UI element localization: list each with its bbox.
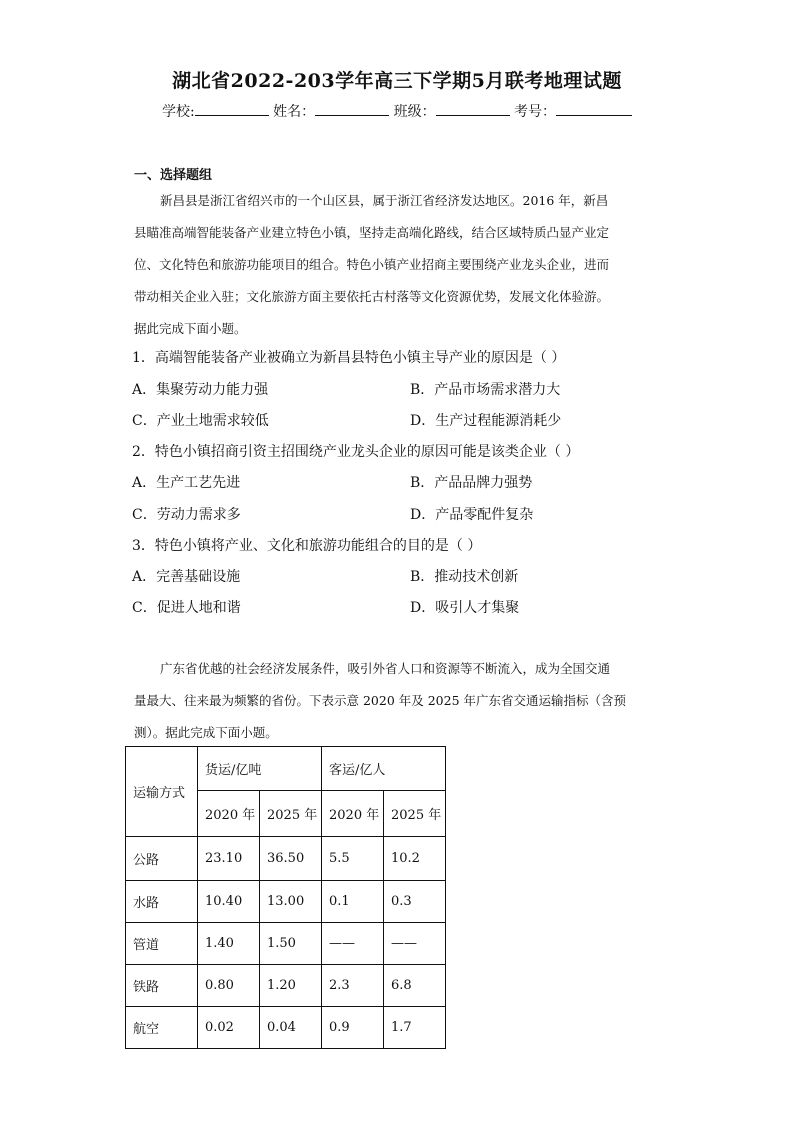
question-3-option-b: B．推动技术创新 [410,569,519,585]
question-2-option-d: D．产品零配件复杂 [410,507,534,523]
table-cell: 13.00 [260,881,322,923]
question-1-option-c: C．产业土地需求较低 [132,413,269,429]
question-3-stem: 3．特色小镇将产业、文化和旅游功能组合的目的是（ ） [132,538,482,554]
table-cell: 1.50 [260,923,322,965]
exam-number-label: 考号： [514,104,557,120]
section-title: 一、选择题组 [134,168,213,183]
table-cell: 10.2 [384,837,446,881]
table-cell: 1.7 [384,1007,446,1049]
passenger-group-header: 客运/亿人 [322,747,446,791]
table-cell: 0.1 [322,881,384,923]
row-label: 公路 [126,837,198,881]
question-2-option-a: A．生产工艺先进 [132,475,241,491]
question-1-option-d: D．生产过程能源消耗少 [410,413,562,429]
question-2-option-b: B．产品品牌力强势 [410,475,533,491]
table-corner-header: 运输方式 [126,747,198,837]
school-label: 学校: [161,104,195,120]
table-cell: 2.3 [322,965,384,1007]
passage-line: 据此完成下面小题。 [134,321,247,336]
question-3-option-d: D．吸引人才集聚 [410,600,520,616]
question-1-option-b: B．产品市场需求潜力大 [410,382,561,398]
table-cell: 1.20 [260,965,322,1007]
name-blank [315,102,389,116]
year-header: 2025 年 [260,791,322,837]
passage-line: 测）。据此完成下面小题。 [134,725,278,740]
row-label: 航空 [126,1007,198,1049]
table-row [126,837,446,881]
row-label: 管道 [126,923,198,965]
passage-line: 位、文化特色和旅游功能项目的组合。特色小镇产业招商主要围绕产业龙头企业，进而 [134,257,610,272]
class-label: 班级： [393,104,436,120]
table-row [126,923,446,965]
table-cell: 6.8 [384,965,446,1007]
table-cell: —— [384,923,446,965]
table-cell: 5.5 [322,837,384,881]
table-cell: 36.50 [260,837,322,881]
table-cell: 1.40 [198,923,260,965]
table-cell: 0.80 [198,965,260,1007]
table-row [126,965,446,1007]
table-cell: 0.04 [260,1007,322,1049]
year-header: 2020 年 [198,791,260,837]
table-cell: —— [322,923,384,965]
class-blank [436,102,510,116]
row-label: 水路 [126,881,198,923]
passage-1 [134,185,664,345]
school-blank [195,102,269,116]
student-info-line [0,101,794,121]
transport-table [125,746,446,1049]
table-cell: 0.02 [198,1007,260,1049]
freight-group-header: 货运/亿吨 [198,747,322,791]
year-header: 2025 年 [384,791,446,837]
passage-line: 广东省优越的社会经济发展条件，吸引外省人口和资源等不断流入，成为全国交通 [160,661,611,676]
exam-number-blank [556,102,632,116]
table-cell: 10.40 [198,881,260,923]
question-3-option-a: A．完善基础设施 [132,569,241,585]
year-header: 2020 年 [322,791,384,837]
table-row [126,881,446,923]
row-label: 铁路 [126,965,198,1007]
passage-line: 带动相关企业入驻；文化旅游方面主要依托古村落等文化资源优势，发展文化体验游。 [134,289,610,304]
passage-2 [134,653,664,749]
passage-line: 新昌县是浙江省绍兴市的一个山区县，属于浙江省经济发达地区。2016 年，新昌 [160,193,609,208]
page-title: 湖北省2022-203学年高三下学期5月联考地理试题 [172,70,622,92]
name-label: 姓名： [273,104,316,120]
table-cell: 23.10 [198,837,260,881]
question-2-option-c: C．劳动力需求多 [132,507,241,523]
question-1-option-a: A．集聚劳动力能力强 [132,382,269,398]
question-3-option-c: C．促进人地和谐 [132,600,241,616]
question-1-stem: 1．高端智能装备产业被确立为新昌县特色小镇主导产业的原因是（ ） [132,350,566,366]
table-cell: 0.3 [384,881,446,923]
table-row [126,1007,446,1049]
passage-line: 量最大、往来最为频繁的省份。下表示意 2020 年及 2025 年广东省交通运输指标（含预 [134,693,627,708]
passage-line: 县瞄准高端智能装备产业建立特色小镇，坚持走高端化路线，结合区域特质凸显产业定 [134,225,610,240]
table-cell: 0.9 [322,1007,384,1049]
question-2-stem: 2．特色小镇招商引资主招围绕产业龙头企业的原因可能是该类企业（ ） [132,444,580,460]
